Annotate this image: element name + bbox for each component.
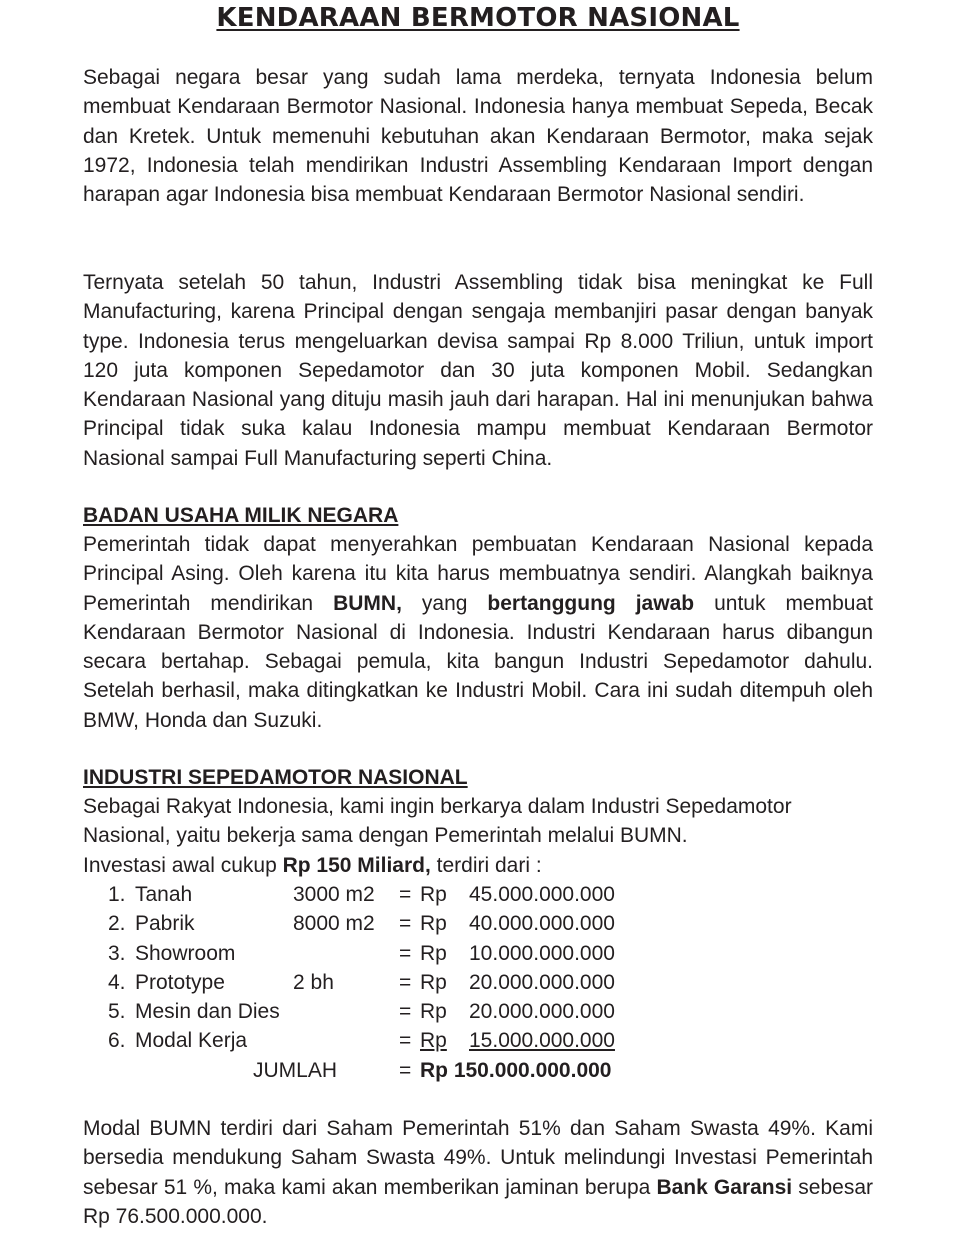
- item-equals: =: [399, 970, 412, 994]
- bumn-text-c: untuk membuat Kendaraan Bermotor Nasional di Indonesia. Industri Kendaraan harus dibangun secara bertahap. Sebagai pemula, kita bangun Industri Sepedamotor dahulu. Setelah berhasil, maka ditingkatkan ke Industri Mobil. Cara ini sudah ditempuh oleh BMW, Honda dan Suzuki.: [83, 591, 873, 732]
- item-quantity: 3000 m2: [293, 883, 375, 906]
- section-heading-bumn: BADAN USAHA MILIK NEGARA: [83, 504, 399, 527]
- item-name: Prototype: [135, 970, 225, 994]
- item-number: 4.: [108, 970, 126, 994]
- item-equals: =: [399, 883, 412, 906]
- item-amount: 20.000.000.000: [469, 970, 615, 994]
- intro-paragraph-2: Ternyata setelah 50 tahun, Industri Assembling tidak bisa meningkat ke Full Manufacturing, karena Principal dengan sengaja membanjiri pasar dengan banyak type. Indonesia terus mengeluarkan devisa sampai Rp 8.000 Triliun, untuk import 120 juta komponen Sepedamotor dan 30 juta komponen Mobil. Sedangkan Kendaraan Nasional yang dituju masih jauh dari harapan. Hal ini menunjukan bahwa Principal tidak suka kalau Indonesia mampu membuat Kendaraan Bermotor Nasional sampai Full Manufacturing seperti China.: [83, 271, 873, 470]
- invest-bold: Rp 150 Miliard,: [282, 854, 431, 877]
- item-number: 5.: [108, 1000, 126, 1024]
- closing-paragraph: [83, 1114, 873, 1231]
- investment-intro: [83, 851, 873, 880]
- item-quantity: 8000 m2: [293, 912, 375, 936]
- item-amount: 20.000.000.000: [469, 1000, 615, 1024]
- item-name: Modal Kerja: [135, 1029, 248, 1053]
- item-equals: =: [399, 912, 412, 936]
- investment-row: [83, 880, 873, 909]
- section-heading-industri: INDUSTRI SEPEDAMOTOR NASIONAL: [83, 766, 468, 789]
- total-value: Rp 150.000.000.000: [420, 1058, 612, 1082]
- investment-row: [83, 939, 873, 968]
- item-currency: Rp: [420, 912, 447, 936]
- investment-row: [83, 909, 873, 938]
- item-number: 6.: [108, 1029, 126, 1053]
- invest-suffix: terdiri dari :: [430, 854, 542, 877]
- investment-table: [83, 880, 873, 1085]
- item-currency: Rp: [420, 970, 447, 994]
- investment-row: [83, 997, 873, 1026]
- item-name: Showroom: [135, 941, 236, 965]
- item-amount: 10.000.000.000: [469, 941, 615, 965]
- investment-row: [83, 1026, 873, 1055]
- item-amount: 15.000.000.000: [469, 1029, 615, 1053]
- item-equals: =: [399, 1029, 412, 1053]
- closing-text-a: Modal BUMN terdiri dari Saham Pemerintah 51% dan Saham Swasta 49%. Kami bersedia mendukung Saham Swasta 49%. Untuk melindungi Investasi Pemerintah sebesar 51 %, maka kami akan memberikan jaminan berupa: [83, 1117, 873, 1199]
- bumn-text-b: yang: [401, 591, 488, 615]
- bumn-paragraph: [83, 530, 873, 735]
- closing-bold: Bank Garansi: [656, 1175, 793, 1199]
- document-title: KENDARAAN BERMOTOR NASIONAL: [216, 3, 740, 33]
- item-number: 3.: [108, 941, 126, 965]
- item-currency: Rp: [420, 1029, 447, 1053]
- invest-prefix: Investasi awal cukup: [83, 854, 283, 877]
- item-equals: =: [399, 1000, 412, 1024]
- investment-total-row: [83, 1056, 873, 1085]
- item-currency: Rp: [420, 1000, 447, 1024]
- item-currency: Rp: [420, 883, 447, 906]
- item-number: 1.: [108, 883, 126, 906]
- total-label: JUMLAH: [253, 1058, 338, 1082]
- total-equals: =: [399, 1058, 412, 1082]
- item-equals: =: [399, 941, 412, 965]
- item-quantity: 2 bh: [293, 970, 334, 994]
- investment-row: [83, 968, 873, 997]
- item-amount: 45.000.000.000: [469, 883, 615, 906]
- item-currency: Rp: [420, 941, 447, 965]
- bumn-bold-b: bertanggung jawab: [487, 591, 695, 615]
- item-name: Mesin dan Dies: [135, 1000, 280, 1024]
- item-amount: 40.000.000.000: [469, 912, 615, 936]
- closing-text-b: sebesar Rp 76.500.000.000.: [83, 1175, 873, 1228]
- bumn-bold-a: BUMN,: [333, 591, 402, 615]
- intro-paragraph-1: Sebagai negara besar yang sudah lama merdeka, ternyata Indonesia belum membuat Kendaraan Bermotor Nasional. Indonesia hanya membuat Sepeda, Becak dan Kretek. Untuk memenuhi kebutuhan akan Kendaraan Bermotor, maka sejak 1972, Indonesia telah mendirikan Industri Assembling Kendaraan Import dengan harapan agar Indonesia bisa membuat Kendaraan Bermotor Nasional sendiri.: [83, 66, 873, 207]
- item-name: Pabrik: [135, 912, 195, 936]
- item-number: 2.: [108, 912, 126, 936]
- industri-paragraph: Sebagai Rakyat Indonesia, kami ingin berkarya dalam Industri Sepedamotor Nasional, yaitu bekerja sama dengan Pemerintah melalui BUMN.: [83, 795, 792, 848]
- bumn-text-a: Pemerintah tidak dapat menyerahkan pembuatan Kendaraan Nasional kepada Principal Asing. Oleh karena itu kita harus membuatnya sendiri. Alangkah baiknya Pemerintah mendirikan: [83, 533, 873, 615]
- item-name: Tanah: [135, 883, 193, 906]
